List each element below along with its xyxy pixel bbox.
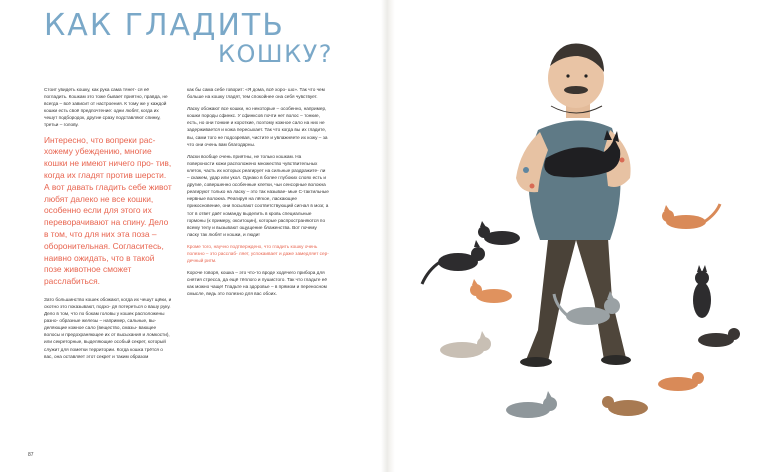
pull-quote: Интересно, что вопреки рас- хожему убеждению, многие кошки не имеют ничего про- тив, когда их гладят против шерсти. А вот давать гладить себе живот любят далеко не все кошки, особенно если для этого их переворачивают на спину. Дело в том, что для них эта поза – оборонительная. Согласитесь, наивно ожидать, что в такой позе животное сможет расслабиться.	[44, 134, 172, 287]
intro-paragraph: Стоит увидеть кошку, как рука сама тянет- ся её погладить. Кошкам это тоже бывает приятно, правда, не всегда – всё зависит от настроения. К тому же у каждой кошки есть своё предпочтение: одни любят, когда их чешут подбородок, другие сразу подставляют спинку, третьи – голову.	[44, 87, 168, 128]
cat-dark-right-walking	[698, 328, 740, 347]
man-shoe-right	[601, 355, 631, 365]
cat-orange-bottom-right	[658, 372, 704, 391]
cat-orange-right	[662, 204, 720, 229]
page-title-line1: КАК ГЛАДИТЬ	[44, 8, 285, 43]
home-paragraph: как бы сама себе говорит: «Я дома, всё хоро- шо». Так что чем больше на кошку гладят, тем спокойнее она себя чувствует.	[187, 87, 325, 100]
text-column-right	[187, 86, 329, 303]
cat-striped-bottom	[440, 331, 491, 358]
nerves-paragraph: Ласки вообще очень приятны, не только кошкам. На поверхности кожи расположено множество чувствительных клеток, часть их которых реагирует на сильные раздражите- ли – скажем, удар или укол. Однако в более глубоких слоях есть и другие, совершенно особенные клетки, чьи сенсорные волокна реагируют только на ласку – это так называе- мые С-тактильные нервные волокна. Реагируя на лёгкое, ласкающее прикосновение, они посылают соответствующий сигнал в мозг, а тот в ответ даёт команду выделить в кровь специальные гормоны (к примеру, окситоцин), которые распространяются по всему телу и вызывают ощущение блаженства. Вот почему ласку так любят и кошки, и люди!	[187, 153, 329, 237]
man-shoe-left	[520, 357, 552, 367]
cat-black-left	[422, 240, 485, 284]
book-gutter	[381, 0, 395, 472]
page-number: 87	[28, 452, 34, 458]
text-column-left	[44, 86, 172, 365]
cat-black-right	[693, 265, 711, 318]
sphinx-paragraph: Ласку обожают все кошки, но некоторые – особенно, например, кошки породы сфинкс. У сфинксов почти нет волос – тонкие, есть, но они тонкие и короткие, поэтому кожное сало на них не задерживается и кожа пересыхает. Так что когда вы их гладите, вы, сами того не подозревая, чистите и увлажняете их кожу – за что они очень вам благодарны.	[187, 106, 328, 147]
man-trousers	[526, 240, 576, 362]
man-mustache	[564, 86, 588, 94]
cat-orange-left	[470, 279, 512, 303]
health-paragraph: Кроме того, научно подтверждено, что гладить кошку очень полезно – это расслаб- ляет, успокаивает и даже замедляет сер- дечный ритм.	[187, 243, 329, 264]
page-title-line2: КОШКУ?	[218, 40, 333, 68]
cat-gray-bottom	[506, 391, 557, 418]
cat-brown-bottom	[602, 396, 648, 416]
conclusion-paragraph: Короче говоря, кошка – это что-то вроде ходячего прибора для снятия стресса, да ещё тёплого и пушистого. Так что гладьте её как можно чаще! Гладьте на здоровье – в прямом и переносном смысле, ведь это полезно для вас обоих.	[187, 270, 327, 297]
cat-black-top	[478, 221, 520, 245]
glands-paragraph: Зато большинство кошек обожают, когда их чешут щёки, и охотно это показывают, подхо- дя потереться о вашу руку. Дело в том, что по бокам головы у кошек расположены разно- образные железы – например, сальные, вы- деляющие кожное сало (вещество, смазы- вающее волосы и предохраняющее их от высыхания и ломкости), или секреторные, выделяющие особый секрет, который служит для пометки территории. Когда кошка трётся о вас, она оставляет этот секрет и таким образом	[44, 296, 172, 359]
illustration-man-with-cats	[398, 0, 770, 472]
